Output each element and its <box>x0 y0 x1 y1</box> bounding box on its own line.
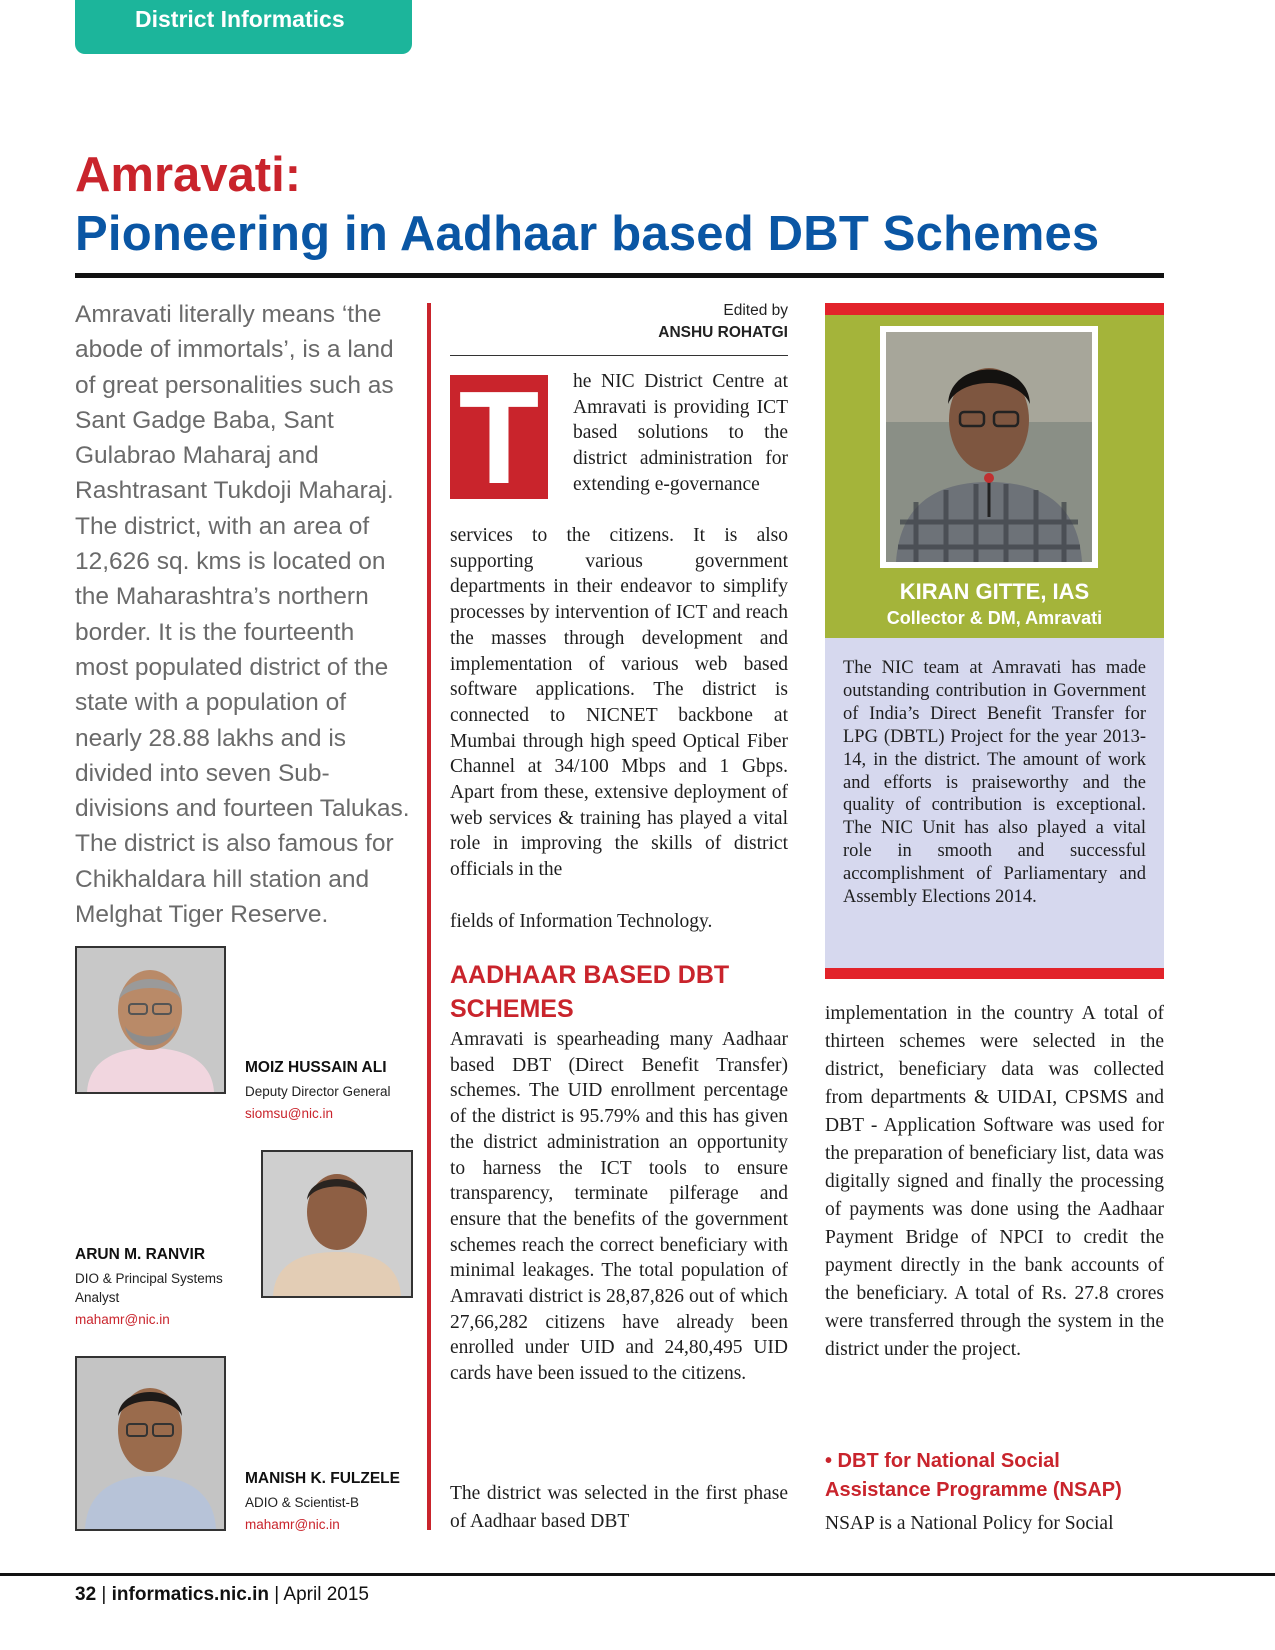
dropcap: T <box>450 375 548 499</box>
section-tab: District Informatics <box>75 0 412 54</box>
author-caption-arun <box>75 1244 245 1329</box>
author-name: ARUN M. RANVIR <box>75 1246 206 1263</box>
byline-label: Edited by <box>723 302 788 319</box>
byline-editor: ANSHU ROHATGI <box>658 324 788 341</box>
title-divider <box>75 273 1164 278</box>
article-paragraph-1-end: fields of Information Technology. <box>450 911 713 932</box>
collector-box-top-bar <box>825 303 1164 315</box>
author-name: MOIZ HUSSAIN ALI <box>245 1059 387 1076</box>
author-photo-moiz <box>75 946 226 1094</box>
author-email[interactable]: siomsu@nic.in <box>245 1106 333 1121</box>
intro-text: Amravati literally means ‘the abode of immortals’, is a land of great personalities such as Sant Gadge Baba, Sant Gulabrao Maharaj and Rashtrasant Tukdoji Maharaj. The district, with an area of 12,626 sq. kms is located on the Maharashtra’s northern border. It is the fourteenth most populated district of the state with a population of nearly 28.88 lakhs and is divided into seven Sub-divisions and fourteen Talukas. The district is also famous for Chikhaldara hill station and Melghat Tiger Reserve. <box>75 301 410 929</box>
person-portrait-icon <box>77 1358 224 1529</box>
footer-separator: | <box>101 1584 112 1605</box>
byline-divider <box>450 355 788 356</box>
author-role: DIO & Principal Systems Analyst <box>75 1271 223 1305</box>
column-divider <box>427 303 431 1530</box>
section-heading-nsap: • DBT for National Social Assistance Programme (NSAP) <box>825 1450 1122 1501</box>
author-name: MANISH K. FULZELE <box>245 1470 400 1487</box>
article-paragraph-1: services to the citizens. It is also supporting various government departments in their endeavor to simplify processes by intervention of ICT and reach the masses through development and implementation of various web based software applications. The district is connected to NICNET backbone at Mumbai through high speed Optical Fiber Channel at 34/100 Mbps and 1 Gbps. Apart from these, extensive deployment of web services & training has played a vital role in improving the skills of district officials in the <box>450 525 788 881</box>
author-role: Deputy Director General <box>245 1084 391 1099</box>
footer-issue: April 2015 <box>283 1584 369 1605</box>
author-email[interactable]: mahamr@nic.in <box>75 1312 170 1327</box>
collector-title: Collector & DM, Amravati <box>886 608 1103 628</box>
byline <box>450 300 788 344</box>
page-number: 32 <box>75 1584 97 1605</box>
author-email[interactable]: mahamr@nic.in <box>245 1517 340 1532</box>
article-paragraph-4: NSAP is a National Policy for Social <box>825 1513 1114 1534</box>
person-portrait-icon <box>886 332 1092 562</box>
collector-name: KIRAN GITTE, IAS <box>899 579 1090 604</box>
page-title-line2: Pioneering in Aadhaar based DBT Schemes <box>75 207 1100 261</box>
person-portrait-icon <box>263 1152 411 1296</box>
page-title-line1: Amravati: <box>75 148 302 202</box>
author-photo-manish <box>75 1356 226 1531</box>
collector-photo <box>886 332 1092 562</box>
article-paragraph-2: Amravati is spearheading many Aadhaar based DBT (Direct Benefit Transfer) schemes. The UID enrollment percentage of the district is 95.79% and this has given the district administration an opportunity to harness the ICT tools to ensure transparency, terminate pilferage and ensure that the benefits of the government schemes reach the correct beneficiary with minimal leakages. The total population of Amravati district is 28,87,826 out of which 27,66,282 citizens have already been enrolled under UID and 24,80,495 UID cards have been issued to the citizens. <box>450 1029 788 1385</box>
author-caption-manish <box>245 1468 425 1534</box>
author-role: ADIO & Scientist-B <box>245 1495 360 1510</box>
section-heading-dbt: AADHAAR BASED DBT SCHEMES <box>450 961 730 1023</box>
article-paragraph-3: The district was selected in the first phase of Aadhaar based DBT <box>450 1483 788 1532</box>
article-lead: he NIC District Centre at Amravati is providing ICT based solutions to the district administration for extending e-governance <box>573 371 788 495</box>
article-paragraph-3-continued: implementation in the country A total of thirteen schemes were selected in the district, beneficiary data was collected from departments & UIDAI, CPSMS and DBT - Application Software was used for the preparation of beneficiary list, data was digitally signed and finally the processing of payments was done using the Aadhaar Payment Bridge of NPCI to credit the payment directly in the bank accounts of the beneficiary. A total of Rs. 27.8 crores were transferred through the system in the district under the project. <box>825 1003 1164 1360</box>
collector-box-bottom-bar <box>825 968 1164 979</box>
collector-quote: The NIC team at Amravati has made outstanding contribution in Government of India’s Direct Benefit Transfer for LPG (DBTL) Project for the year 2013-14, in the district. The amount of work and efforts is praiseworthy and the quality of contribution is exceptional. The NIC Unit has also played a vital role in smooth and successful accomplishment of Parliamentary and Assembly Elections 2014. <box>843 658 1146 908</box>
author-caption-moiz <box>245 1057 425 1123</box>
person-portrait-icon <box>77 948 224 1092</box>
footer-site[interactable]: informatics.nic.in <box>111 1584 269 1605</box>
author-photo-arun <box>261 1150 413 1298</box>
footer-divider <box>0 1573 1275 1576</box>
footer-separator: | <box>274 1584 284 1605</box>
page-footer <box>75 1582 369 1608</box>
